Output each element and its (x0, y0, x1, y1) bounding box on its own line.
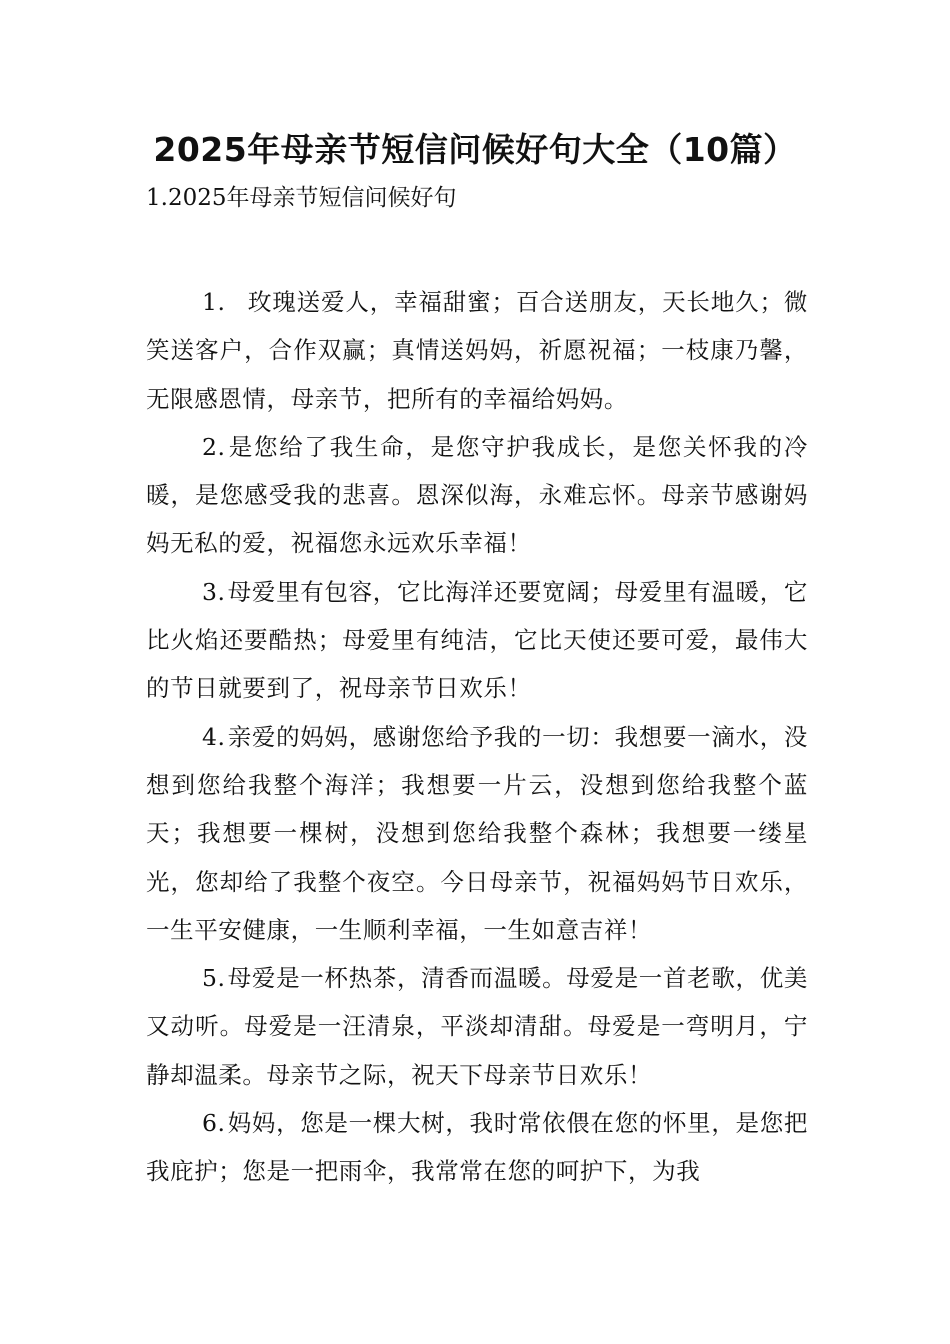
paragraph-text: 玫瑰送爱人，幸福甜蜜；百合送朋友，天长地久；微笑送客户，合作双赢；真情送妈妈，祈愿祝福；一枝康乃馨，无限感恩情，母亲节，把所有的幸福给妈妈。 (146, 288, 808, 413)
paragraph-5 (146, 954, 808, 1099)
paragraph-number: 5. (202, 964, 226, 993)
paragraph-text: 亲爱的妈妈，感谢您给予我的一切：我想要一滴水，没想到您给我整个海洋；我想要一片云，没想到您给我整个蓝天；我想要一棵树，没想到您给我整个森林；我想要一缕星光，您却给了我整个夜空。今日母亲节，祝福妈妈节日欢乐，一生平安健康，一生顺利幸福，一生如意吉祥！ (146, 722, 808, 944)
paragraph-number: 2. (202, 432, 226, 461)
document-body (146, 278, 808, 1196)
paragraph-3 (146, 568, 808, 713)
section-heading: 1.2025年母亲节短信问候好句 (146, 185, 457, 211)
paragraph-4 (146, 713, 808, 954)
paragraph-text: 母爱是一杯热茶，清香而温暖。母爱是一首老歌，优美又动听。母爱是一汪清泉，平淡却清甜。母爱是一弯明月，宁静却温柔。母亲节之际，祝天下母亲节日欢乐！ (146, 964, 808, 1089)
paragraph-number: 1. (202, 288, 226, 316)
paragraph-2 (146, 423, 808, 568)
paragraph-number: 3. (202, 577, 226, 606)
paragraph-number: 4. (202, 722, 226, 751)
paragraph-text: 是您给了我生命，是您守护我成长，是您关怀我的冷暖，是您感受我的悲喜。恩深似海，永难忘怀。母亲节感谢妈妈无私的爱，祝福您永远欢乐幸福！ (146, 432, 808, 558)
paragraph-text: 妈妈，您是一棵大树，我时常依偎在您的怀里，是您把我庇护；您是一把雨伞，我常常在您的呵护下，为我 (146, 1109, 808, 1186)
paragraph-1 (146, 278, 808, 423)
paragraph-text: 母爱里有包容，它比海洋还要宽阔；母爱里有温暖，它比火焰还要酷热；母爱里有纯洁，它比天使还要可爱，最伟大的节日就要到了，祝母亲节日欢乐！ (146, 577, 808, 703)
document-title: 2025年母亲节短信问候好句大全（10篇） (153, 130, 797, 169)
paragraph-6 (146, 1099, 808, 1196)
paragraph-number: 6. (202, 1109, 226, 1138)
